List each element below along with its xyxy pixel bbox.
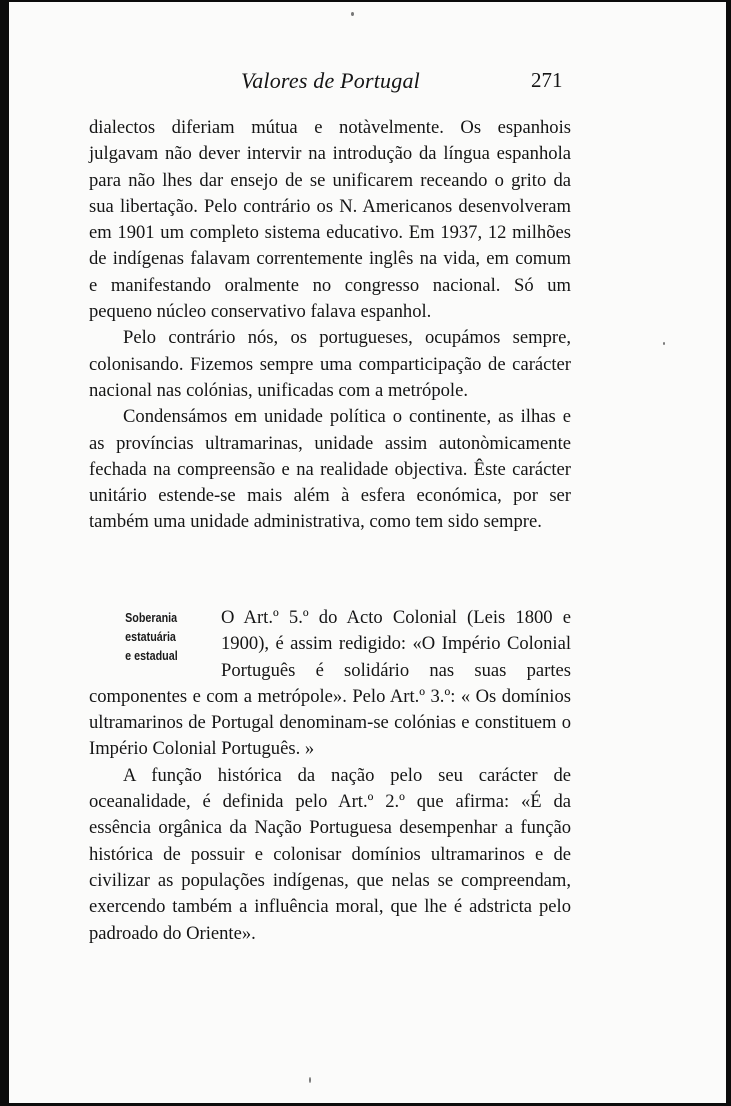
running-title: Valores de Portugal (241, 68, 420, 93)
print-speck (351, 12, 354, 16)
print-speck (663, 342, 665, 345)
body-text (89, 115, 571, 536)
paragraph: Pelo contrário nós, os portugueses, ocupámos sempre, colonisando. Fizemos sempre uma comparticipação de carácter nacional nas colónias, unificadas com a metrópole. (89, 327, 571, 401)
paragraph: O Art.º 5.º do Acto Colonial (Leis 1800 e 1900), é assim redigido: «O Império Colonial Português é solidário nas suas partes componentes e com a metrópole». Pelo Art.º 3.º: « Os domínios ultramarinos de Portugal denominam-se colónias e constituem o Império Colonial Português. » (89, 607, 571, 760)
side-note-line: estatuária (125, 630, 176, 644)
paragraph: A função histórica da nação pelo seu carácter de oceanalidade, é definida pelo Art.º 2.º que afirma: «É da essência orgânica da Nação Portuguesa desempenhar a função histórica de possuir e colonisar domínios ultramarinos e de civilizar as populações indígenas, que nelas se compreendam, exercendo também a influência moral, que lhe é adstricta pelo padroado do Oriente». (89, 764, 571, 944)
paragraph: dialectos diferiam mútua e notàvelmente. Os espanhois julgavam não dever intervir na introdução da língua espanhola para não lhes dar ensejo de se unificarem receando o grito da sua libertação. Pelo contrário os N. Americanos desenvolveram em 1901 um completo sistema educativo. Em 1937, 12 milhões de indígenas falavam correntemente inglês na vida, em comum e manifestando oralmente no congresso nacional. Só um pequeno núcleo conservativo falava espanhol. (89, 117, 571, 323)
page-number: 271 (531, 68, 563, 92)
side-note-line: e estadual (125, 649, 178, 663)
page-header (9, 64, 726, 94)
paragraph: Condensámos em unidade política o continente, as ilhas e as províncias ultramarinas, unidade assim autonòmicamente fechada na compreensão e na realidade objectiva. Êste carácter unitário estende-se mais além à esfera económica, por ser também uma unidade administrativa, como tem sido sempre. (89, 406, 571, 533)
section-soberania (89, 605, 571, 947)
side-note-line: Soberania (125, 611, 178, 625)
side-note (89, 609, 203, 666)
print-speck (309, 1077, 311, 1083)
